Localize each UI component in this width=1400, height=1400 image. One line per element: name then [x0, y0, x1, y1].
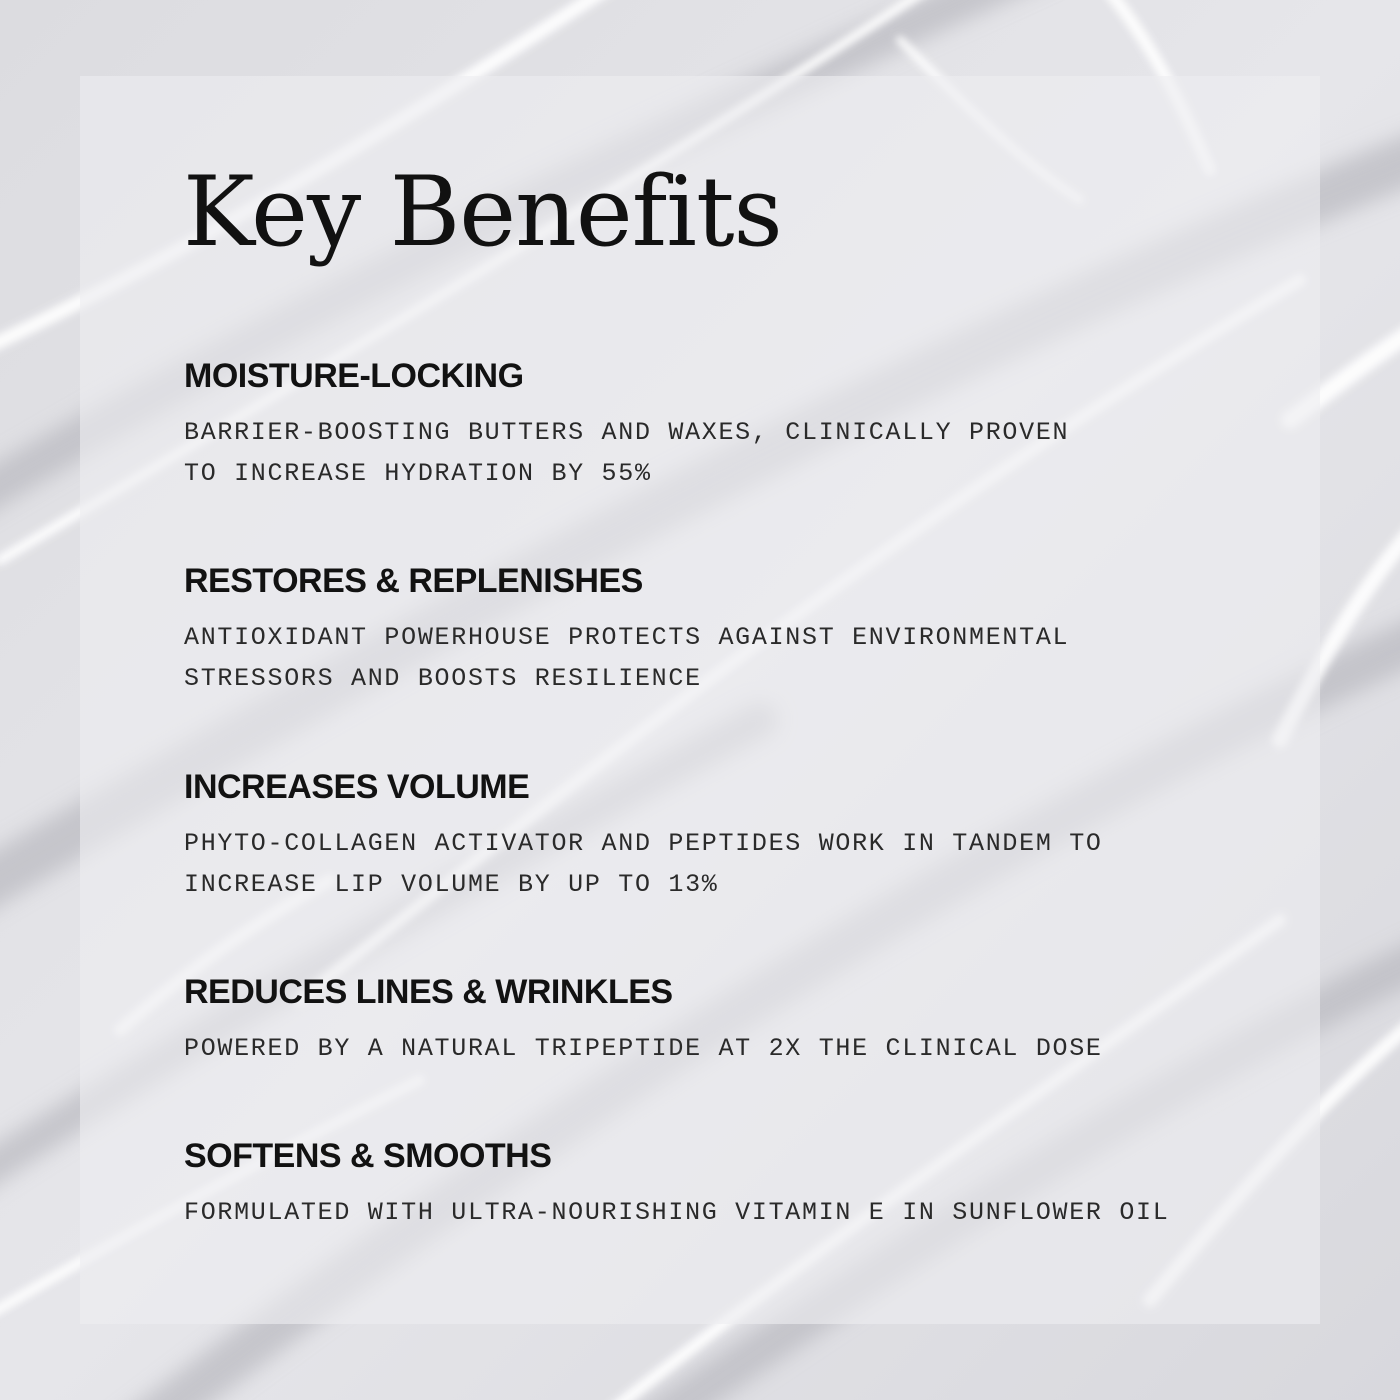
benefit-increases-volume [184, 767, 1304, 905]
benefit-description [184, 1028, 1304, 1069]
benefit-description-line: PHYTO-COLLAGEN ACTIVATOR AND PEPTIDES WORK IN TANDEM TO [184, 829, 1103, 858]
benefit-description-line: INCREASE LIP VOLUME BY UP TO 13% [184, 870, 719, 899]
page-title: Key Benefits [183, 156, 782, 268]
benefit-description [184, 617, 1184, 699]
benefit-heading: MOISTURE-LOCKING [184, 357, 524, 395]
benefit-moisture-locking [184, 356, 1304, 494]
benefit-description-line: TO INCREASE HYDRATION BY 55% [184, 459, 652, 488]
benefit-description-line: FORMULATED WITH ULTRA-NOURISHING VITAMIN E IN SUNFLOWER OIL [184, 1198, 1170, 1227]
benefit-description-line: BARRIER-BOOSTING BUTTERS AND WAXES, CLINICALLY PROVEN [184, 418, 1070, 447]
benefit-reduces-lines-wrinkles [184, 972, 1304, 1069]
benefit-description [184, 412, 1184, 494]
benefit-softens-smooths [184, 1136, 1304, 1233]
benefit-description [184, 823, 1184, 905]
benefit-heading: INCREASES VOLUME [184, 768, 530, 806]
benefit-description-line: POWERED BY A NATURAL TRIPEPTIDE AT 2X THE CLINICAL DOSE [184, 1034, 1103, 1063]
benefit-heading: SOFTENS & SMOOTHS [184, 1137, 552, 1175]
benefit-heading: REDUCES LINES & WRINKLES [184, 973, 673, 1011]
benefit-description-line: STRESSORS AND BOOSTS RESILIENCE [184, 664, 702, 693]
benefit-heading: RESTORES & REPLENISHES [184, 562, 643, 600]
benefit-restores-replenishes [184, 561, 1304, 699]
benefit-description [184, 1192, 1304, 1233]
benefit-description-line: ANTIOXIDANT POWERHOUSE PROTECTS AGAINST ENVIRONMENTAL [184, 623, 1070, 652]
